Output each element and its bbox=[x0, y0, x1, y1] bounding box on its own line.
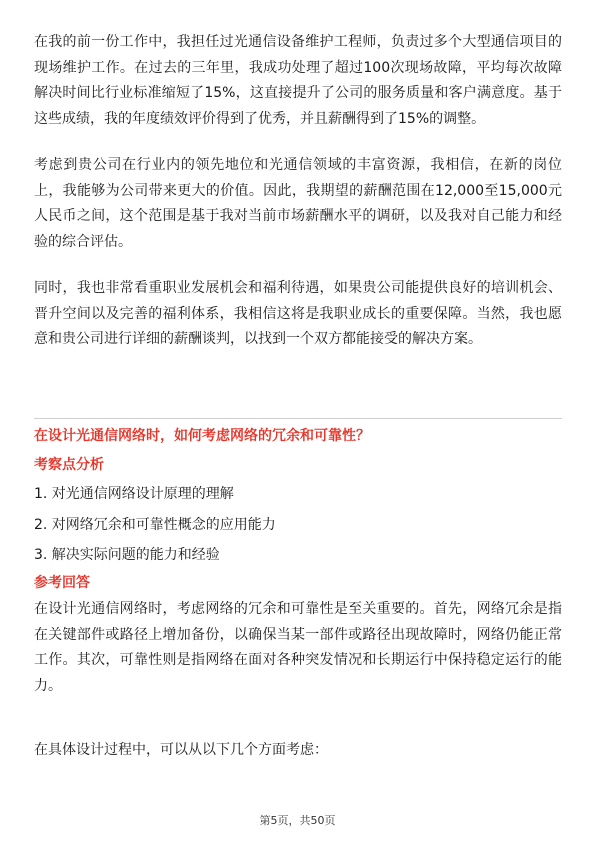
analysis-item-3: 3. 解决实际问题的能力和经验 bbox=[34, 547, 220, 563]
analysis-item-1: 1. 对光通信网络设计原理的理解 bbox=[34, 486, 234, 502]
analysis-title: 考察点分析 bbox=[34, 457, 104, 473]
section-divider bbox=[34, 418, 562, 419]
intro-paragraph-2: 考虑到贵公司在行业内的领先地位和光通信领域的丰富资源，我相信，在新的岗位上，我能够为公司带来更大的价值。因此，我期望的薪酬范围在12,000至15,000元人民币之间，这个范围是基于我对当前市场薪酬水平的调研，以及我对自己能力和经验的综合评估。 bbox=[34, 157, 562, 250]
question-heading: 在设计光通信网络时，如何考虑网络的冗余和可靠性？ bbox=[34, 428, 370, 444]
intro-section bbox=[34, 30, 562, 353]
answer-paragraph-2: 在具体设计过程中，可以从以下几个方面考虑： bbox=[34, 742, 328, 758]
answer-title: 参考回答 bbox=[34, 575, 90, 591]
analysis-list bbox=[34, 479, 562, 571]
page-number: 第5页，共50页 bbox=[259, 814, 336, 827]
intro-paragraph-1: 在我的前一份工作中，我担任过光通信设备维护工程师，负责过多个大型通信项目的现场维护工作。在过去的三年里，我成功处理了超过100次现场故障，平均每次故障解决时间比行业标准缩短了15%，这直接提升了公司的服务质量和客户满意度。基于这些成绩，我的年度绩效评价得到了优秀，并且薪酬得到了15%的调整。 bbox=[34, 34, 562, 127]
intro-paragraph-3: 同时，我也非常看重职业发展机会和福利待遇，如果贵公司能提供良好的培训机会、晋升空间以及完善的福利体系，我相信这将是我职业成长的重要保障。当然，我也愿意和贵公司进行详细的薪酬谈判，以找到一个双方都能接受的解决方案。 bbox=[34, 280, 562, 347]
analysis-item-2: 2. 对网络冗余和可靠性概念的应用能力 bbox=[34, 516, 276, 533]
answer-paragraph-1: 在设计光通信网络时，考虑网络的冗余和可靠性是至关重要的。首先，网络冗余是指在关键部件或路径上增加备份，以确保当某一部件或路径出现故障时，网络仍能正常工作。其次，可靠性则是指网络在面对各种突发情况和长期运行中保持稳定运行的能力。 bbox=[34, 601, 562, 694]
